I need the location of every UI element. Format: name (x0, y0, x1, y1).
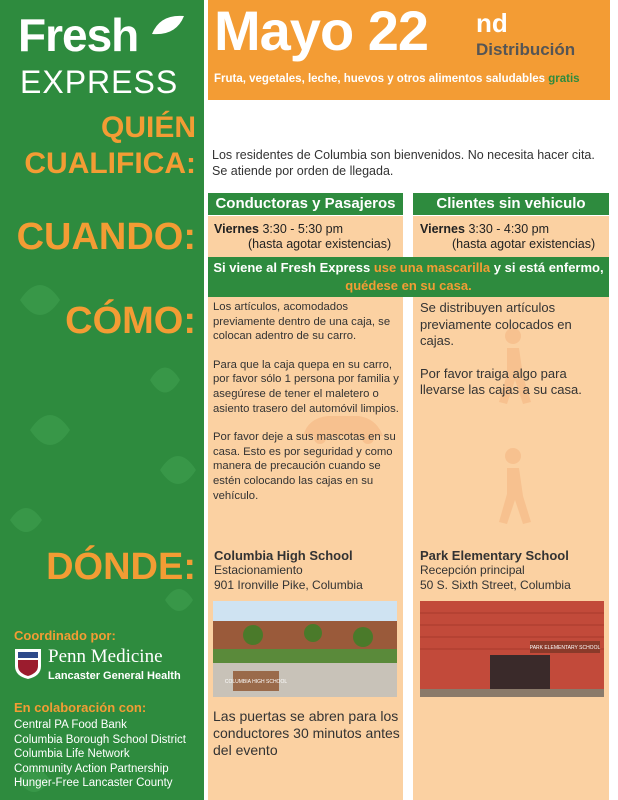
when-drivers-day: Viernes (214, 222, 259, 236)
heading-cualifica: CUALIFICA: (24, 147, 196, 180)
how-walkers (420, 300, 606, 415)
how-drivers-paragraph: Los artículos, acomodados previamente dentro de una caja, se colocan adentro de su carro. (213, 301, 391, 343)
banner-distribution: Distribución (476, 40, 576, 59)
banner-title: Mayo 22 (214, 0, 428, 62)
where-walkers-school: Park Elementary School (420, 548, 569, 563)
mask-text-1: Si viene al Fresh Express (213, 260, 374, 275)
when-drivers-time: 3:30 - 5:30 pm (262, 222, 344, 236)
penn-medicine-name: Penn Medicine (48, 646, 163, 667)
doors-note: Las puertas se abren para los conductores 30 minutos antes del evento (213, 708, 400, 758)
fresh-express-logo (14, 8, 194, 100)
partner-item: Hunger-Free Lancaster County (14, 777, 173, 790)
partner-item: Community Action Partnership (14, 762, 169, 775)
partner-item: Columbia Life Network (14, 748, 130, 761)
where-drivers-spot: Estacionamiento (214, 563, 303, 577)
logo-line2: EXPRESS (20, 64, 179, 100)
mask-highlight-2: quédese en su casa. (345, 278, 472, 293)
when-walkers-note: (hasta agotar existencias) (452, 237, 596, 251)
when-walkers (420, 222, 549, 237)
penn-medicine-sub: Lancaster General Health (48, 670, 181, 682)
partner-item: Central PA Food Bank (14, 719, 127, 731)
collaboration-label: En colaboración con: (14, 700, 147, 715)
where-walkers (420, 548, 571, 593)
leaf-icon (150, 14, 186, 38)
photo-sign-right: PARK ELEMENTARY SCHOOL (529, 645, 601, 651)
how-walkers-paragraph: Se distribuyen artículos previamente colocados en cajas. (420, 300, 572, 348)
penn-medicine-logo (14, 646, 196, 686)
mask-highlight-1: use una mascarilla (373, 260, 491, 275)
partner-item: Columbia Borough School District (14, 733, 186, 746)
banner-gratis: gratis (548, 73, 580, 85)
heading-cuando: CUANDO: (16, 216, 196, 258)
where-drivers (214, 548, 363, 593)
banner-subtitle (214, 73, 580, 85)
how-drivers (213, 300, 401, 517)
walking-person-icon (483, 446, 543, 526)
heading-como: CÓMO: (65, 300, 196, 342)
column-drivers-title: Conductoras y Pasajeros (208, 193, 403, 215)
coordinated-label: Coordinado por: (14, 628, 116, 643)
mask-text-2: y si está enfermo, (490, 260, 604, 275)
elementary-school-photo-image (420, 601, 604, 697)
heading-quien: QUIÉN (100, 111, 196, 144)
how-drivers-paragraph: Por favor deje a sus mascotas en su casa. Esto es por seguridad y como manera de precaución cuando se estén colocando las cajas en su vehículo. (213, 431, 396, 502)
high-school-photo (213, 601, 397, 697)
when-walkers-day: Viernes (420, 222, 465, 236)
how-walkers-paragraph: Por favor traiga algo para llevarse las cajas a su casa. (420, 365, 582, 397)
photo-sign-left: COLUMBIA HIGH SCHOOL (224, 679, 288, 685)
when-drivers (214, 222, 343, 237)
when-drivers-note: (hasta agotar existencias) (248, 237, 392, 251)
banner-suffix: nd (476, 8, 508, 38)
quien-text: Los residentes de Columbia son bienvenidos. No necesita hacer cita. Se atiende por orden de llegada. (212, 148, 595, 178)
where-walkers-address: 50 S. Sixth Street, Columbia (420, 578, 571, 592)
partner-list (14, 718, 186, 791)
column-walkers-title: Clientes sin vehiculo (413, 193, 609, 215)
banner-subtitle-text: Fruta, vegetales, leche, huevos y otros alimentos saludables (214, 73, 549, 85)
logo-line1: Fresh (18, 9, 139, 61)
how-drivers-paragraph: Para que la caja quepa en su carro, por favor sólo 1 persona por familia y asegúrese de tener el maletero o asiento trasero del automóvil limpios. (213, 358, 399, 415)
elementary-school-photo (420, 601, 604, 697)
where-drivers-school: Columbia High School (214, 548, 353, 563)
heading-donde: DÓNDE: (46, 546, 196, 588)
mask-notice (208, 257, 609, 297)
date-banner (208, 0, 610, 100)
penn-shield-icon (14, 648, 42, 680)
when-walkers-time: 3:30 - 4:30 pm (468, 222, 550, 236)
where-walkers-spot: Recepción principal (420, 563, 525, 577)
high-school-photo-image (213, 601, 397, 697)
where-drivers-address: 901 Ironville Pike, Columbia (214, 578, 363, 592)
